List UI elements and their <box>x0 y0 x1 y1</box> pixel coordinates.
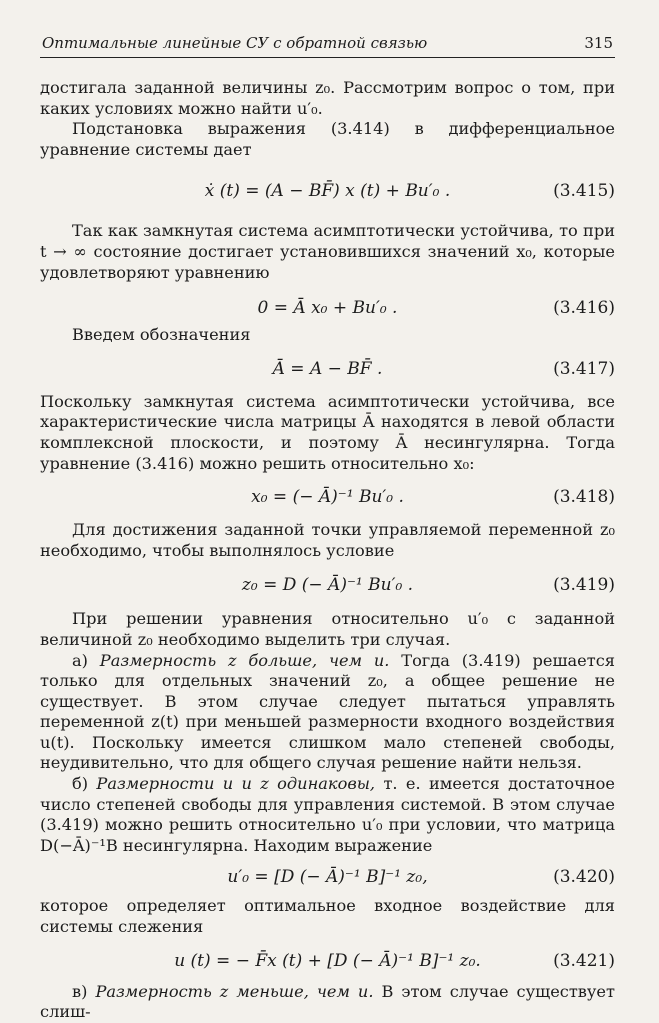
paragraph-stability: Так как замкнутая система асимптотически устойчива, то при t → ∞ состояние достигает установившихся значений x₀, которые удовлетворяют уравнению <box>40 221 615 282</box>
case-a-title: Размерность z больше, чем u. <box>99 650 390 670</box>
equation-number: (3.421) <box>553 950 615 971</box>
equation-expression: 0 = Ā x₀ + Bu′₀ . <box>257 298 398 319</box>
case-b-title: Размерности u и z одинаковы, <box>96 774 376 794</box>
paragraph-case-a <box>40 651 615 775</box>
equation-3-419 <box>40 574 615 596</box>
paragraph-eigenvalues: Поскольку замкнутая система асимптотически устойчива, все характеристические числа матрицы Ā находятся в левой области комплексной плоскости, и поэтому Ā несингулярна. Тогда уравнение (3.416) можно решить относительно x₀: <box>40 391 615 473</box>
paragraph-three-cases: При решении уравнения относительно u′₀ с заданной величиной z₀ необходимо выделить три случая. <box>40 609 615 649</box>
paragraph-target-point: Для достижения заданной точки управляемой переменной z₀ необходимо, чтобы выполнялось условие <box>40 520 615 560</box>
case-a-label: а) <box>72 650 88 670</box>
case-b-text: т. е. имеется достаточное число степеней свободы для управления системой. В этом случае (3.419) можно решить относительно u′₀ при условии, что матрица D(−Ā)⁻¹B несингулярна. Находим выражение <box>40 774 615 855</box>
book-page <box>40 30 615 1023</box>
paragraph-continuation: достигала заданной величины z₀. Рассмотрим вопрос о том, при каких условиях можно найти u′₀. <box>40 78 615 118</box>
case-c-text: В этом случае существует слиш- <box>40 981 615 1022</box>
equation-expression: x₀ = (− Ā)⁻¹ Bu′₀ . <box>251 487 404 508</box>
equation-expression: ẋ (t) = (A − BF̄) x (t) + Bu′₀ . <box>204 181 451 202</box>
equation-number: (3.417) <box>553 358 615 379</box>
equation-3-421 <box>40 950 615 972</box>
equation-number: (3.419) <box>553 575 615 596</box>
paragraph-tracking: которое определяет оптимальное входное воздействие для системы слежения <box>40 896 615 937</box>
case-c-label: в) <box>72 981 88 1001</box>
equation-number: (3.420) <box>553 867 615 888</box>
case-c-title: Размерность z меньше, чем u. <box>95 981 374 1001</box>
equation-expression: u′₀ = [D (− Ā)⁻¹ B]⁻¹ z₀, <box>227 867 428 888</box>
equation-3-418 <box>40 486 615 508</box>
equation-expression: Ā = A − BF̄ . <box>272 358 383 379</box>
equation-expression: z₀ = D (− Ā)⁻¹ Bu′₀ . <box>241 575 414 596</box>
paragraph-case-b <box>40 774 615 856</box>
equation-number: (3.418) <box>553 487 615 508</box>
case-b-label: б) <box>72 774 89 794</box>
equation-3-415 <box>40 180 615 202</box>
page-number: 315 <box>584 34 613 52</box>
case-a-text: Тогда (3.419) решается только для отдельных значений z₀, а общее решение не существует. В этом случае следует пытаться управлять переменной z(t) при меньшей размерности входного воздействия u(t). Поскольку имеется слишком мало степеней свободы, неудивительно, что для общего случая решение найти нельзя. <box>40 650 615 773</box>
equation-number: (3.416) <box>553 298 615 319</box>
paragraph-case-c <box>40 982 615 1023</box>
equation-3-420 <box>40 866 615 888</box>
equation-3-416 <box>40 297 615 319</box>
running-title: Оптимальные линейные СУ с обратной связью <box>42 34 428 52</box>
equation-expression: u (t) = − F̄x (t) + [D (− Ā)⁻¹ B]⁻¹ z₀. <box>174 950 481 971</box>
equation-number: (3.415) <box>553 181 615 202</box>
paragraph-notation: Введем обозначения <box>72 325 251 345</box>
paragraph-substitution: Подстановка выражения (3.414) в дифференциальное уравнение системы дает <box>40 119 615 159</box>
running-header <box>40 30 615 58</box>
equation-3-417 <box>40 358 615 380</box>
page-body <box>40 78 615 1023</box>
